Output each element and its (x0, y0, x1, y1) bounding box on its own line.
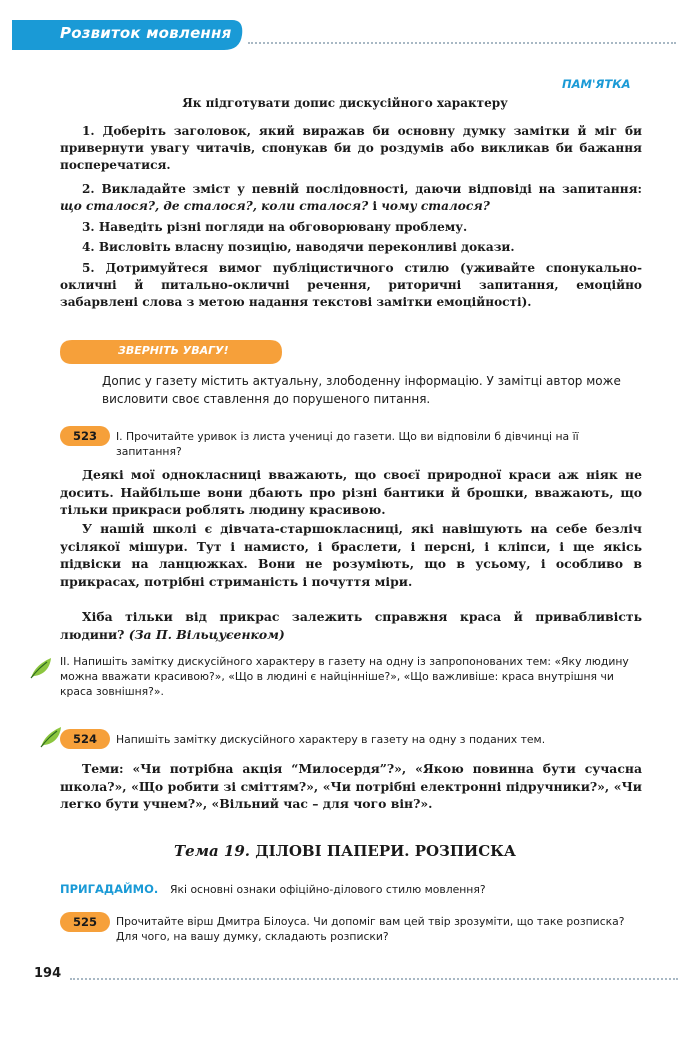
attention-text: Допис у газету містить актуальну, злободенну інформацію. У замітці автор може висловити своє ставлення до порушеного питання. (102, 374, 621, 406)
page-number: 194 (34, 966, 62, 981)
memo-item-1: 1. Доберіть заголовок, який виражав би основну думку замітки й міг би привернути увагу читачів, спонукав би до роздумів або викликав би бажання посперечатися. (60, 124, 642, 172)
memo-tag: ПАМ'ЯТКА (562, 77, 631, 91)
section-title: Розвиток мовлення (60, 24, 232, 42)
recall-question: Які основні ознаки офіційно-ділового стилю мовлення? (170, 883, 486, 896)
topic-title: Тема 19. ДІЛОВІ ПАПЕРИ. РОЗПИСКА (173, 842, 517, 860)
memo-item-5: 5. Дотримуйтеся вимог публіцистичного стилю (уживайте спонукально-окличні й питально-окличні речення, риторичні запитання, емоційно забарвлені слова з метою надання текстові замітки емоційності). (60, 261, 642, 309)
memo-item-4: 4. Висловіть власну позицію, наводячи переконливі докази. (82, 240, 515, 254)
memo-item-3: 3. Наведіть різні погляди на обговорювану проблему. (82, 220, 468, 234)
exercise-525-task: Прочитайте вірш Дмитра Білоуса. Чи допоміг вам цей твір зрозуміти, що таке розписка? Для чого, на вашу думку, складають розписки? (116, 915, 625, 943)
exercise-523-task-1: І. Прочитайте уривок із листа учениці до газети. Що ви відповіли б дівчинці на її запитання? (116, 430, 579, 458)
footer-dotted-divider (70, 978, 678, 980)
excerpt-paragraph-2: У нашій школі є дівчата-старшокласниці, які навішують на себе безліч усілякої мішури. Тут і намисто, і браслети, і персні, і кліпси, і ще якісь підвіски на ланцюжках. Вони не розуміють, що в усьому, і особливо в прикрасах, потрібні стриманість і почуття міри. (60, 521, 642, 589)
attention-label: ЗВЕРНІТЬ УВАГУ! (118, 344, 229, 357)
memo-heading: Як підготувати допис дискусійного характеру (182, 96, 508, 110)
header-dotted-divider (248, 42, 676, 44)
exercise-525-badge: 525 (60, 912, 110, 932)
exercise-523-task-2: ІІ. Напишіть замітку дискусійного характеру в газету на одну із запропонованих тем: «Яку людину можна вважати красивою?», «Що в людині є найцінніше?», «Що важливіше: краса внутрішня чи краса зовнішня?». (60, 655, 629, 698)
memo-item-2: 2. Викладайте зміст у певній послідовності, даючи відповіді на запитання: що сталося?, де сталося?, коли сталося? і чому сталося? (60, 182, 642, 213)
exercise-524-task: Напишіть замітку дискусійного характеру в газету на одну з поданих тем. (116, 733, 546, 746)
leaf-icon (28, 655, 54, 681)
exercise-524-topics: Теми: «Чи потрібна акція “Милосердя”?», «Якою повинна бути сучасна школа?», «Що робити зі сміттям?», «Чи потрібні електронні підручники?», «Чи легко бути учнем?», «Вільний час – для чого він?». (60, 761, 642, 811)
recall-label: ПРИГАДАЙМО. (60, 882, 159, 896)
excerpt-paragraph-3: Хіба тільки від прикрас залежить справжня краса й привабливість людини? (За П. Вільцуєенком) (60, 609, 642, 642)
excerpt-paragraph-1: Деякі мої однокласниці вважають, що своєї природної краси аж ніяк не досить. Найбільше вони дбають про різні бантики й брошки, вважають, що тільки прикраси роблять людину красивою. (60, 467, 642, 517)
excerpt-source: (За П. Вільцуєенком) (128, 626, 285, 642)
exercise-524-badge: 524 (60, 729, 110, 749)
exercise-523-badge: 523 (60, 426, 110, 446)
